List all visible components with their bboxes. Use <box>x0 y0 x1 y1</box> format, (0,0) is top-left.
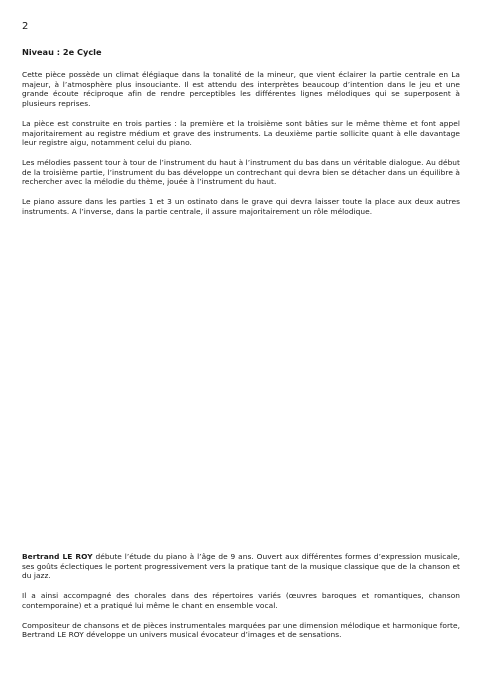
description-paragraph-2: La pièce est construite en trois parties : la première et la troisième sont bâties sur le même thème et font appel majoritairement au registre médium et grave des instruments. La deuxième partie sollicite quant à elle davantage leur registre aigu, notamment celui du piano. <box>22 118 460 148</box>
level-heading: Niveau : 2e Cycle <box>22 47 102 57</box>
description-paragraph-3: Les mélodies passent tour à tour de l’instrument du haut à l’instrument du bas dans un véritable dialogue. Au début de la troisième partie, l’instrument du bas développe un contrechant qui devra bien se détacher dans un équilibre à rechercher avec la mélodie du thème, jouée à l’instrument du haut. <box>22 157 460 187</box>
page-number: 2 <box>22 21 29 32</box>
bio-intro-text: débute l’étude du piano à l’âge de 9 ans. Ouvert aux différentes formes d’expression musicale, ses goûts éclectiques le portent progressivement vers la pratique tant de la musique classique que de la chanson et du jazz. <box>22 552 460 581</box>
description-paragraph-4: Le piano assure dans les parties 1 et 3 un ostinato dans le grave qui devra laisser toute la place aux deux autres instruments. A l’inverse, dans la partie centrale, il assure majoritairement un rôle mélodique. <box>22 197 460 216</box>
description-paragraph-1: Cette pièce possède un climat élégiaque dans la tonalité de la mineur, que vient éclairer la partie centrale en La majeur, à l’atmosphère plus insouciante. Il est attendu des interprètes beaucoup d’intention dans le jeu et une grande écoute réciproque afin de rendre perceptibles les différentes lignes mélodiques qui se superposent à plusieurs reprises. <box>22 70 460 109</box>
composer-name: Bertrand LE ROY <box>22 552 93 561</box>
piece-description <box>22 70 460 226</box>
bio-paragraph-3: Compositeur de chansons et de pièces instrumentales marquées par une dimension mélodique et harmonique forte, Bertrand LE ROY développe un univers musical évocateur d’images et de sensations. <box>22 620 460 640</box>
bio-paragraph-2: Il a ainsi accompagné des chorales dans des répertoires variés (œuvres baroques et romantiques, chanson contemporaine) et a pratiqué lui même le chant en ensemble vocal. <box>22 591 460 610</box>
bio-paragraph-1 <box>22 552 460 581</box>
composer-biography <box>22 552 460 650</box>
